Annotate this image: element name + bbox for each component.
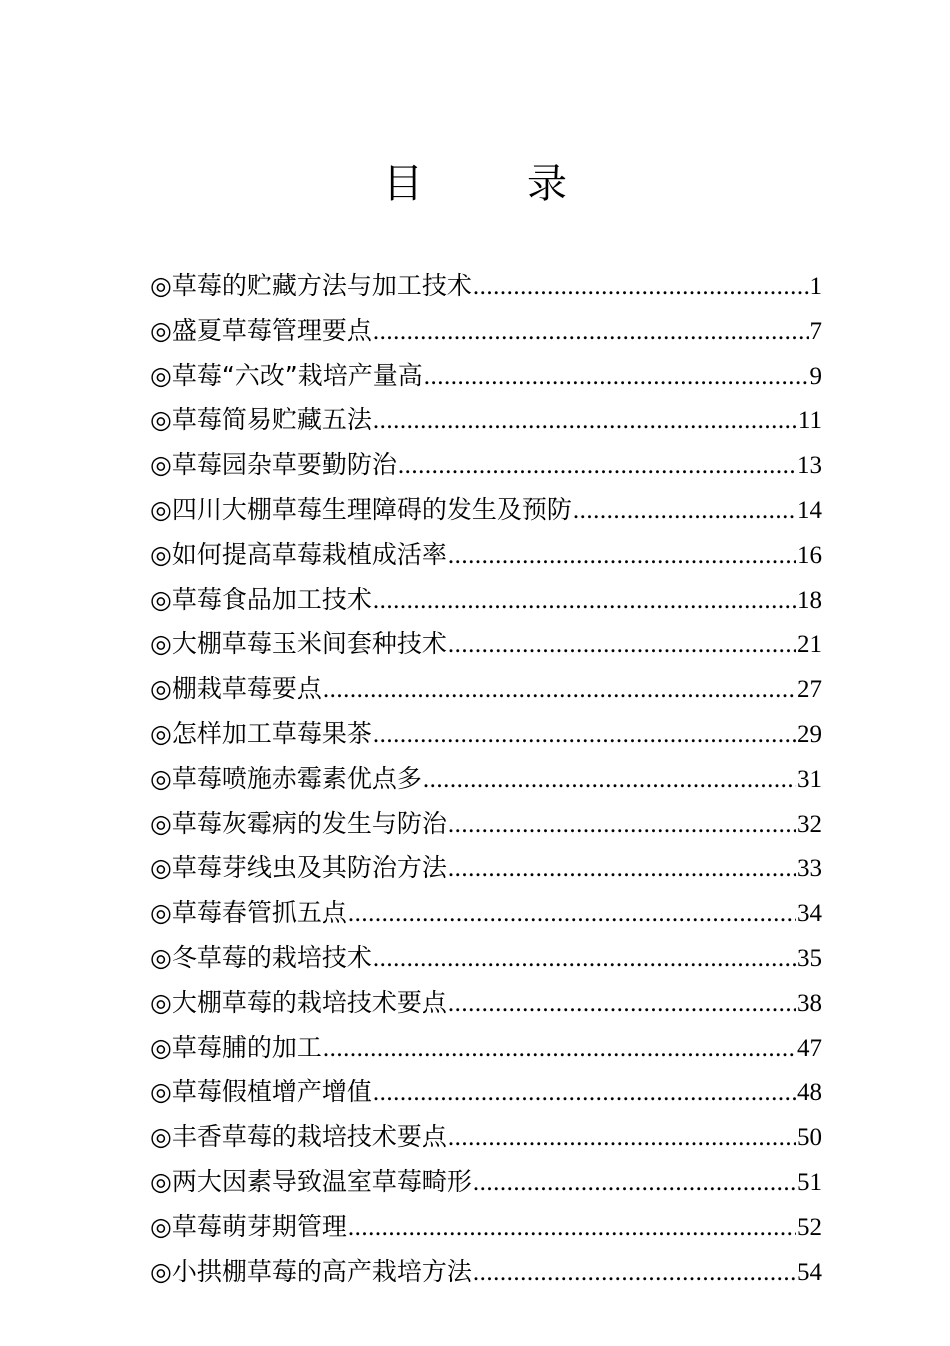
toc-entry[interactable] bbox=[150, 981, 822, 1026]
toc-page-number: 32 bbox=[797, 810, 822, 838]
toc-entry-title: ◎如何提高草莓栽植成活率 bbox=[150, 539, 447, 569]
toc-page-number: 1 bbox=[809, 273, 822, 300]
toc-page-number: 48 bbox=[797, 1079, 822, 1107]
table-of-contents bbox=[150, 264, 822, 1294]
toc-page-number: 9 bbox=[809, 362, 822, 390]
toc-entry-title: ◎大棚草莓的栽培技术要点 bbox=[150, 987, 447, 1017]
dot-leader bbox=[373, 399, 797, 444]
dot-leader bbox=[448, 803, 796, 848]
toc-entry[interactable] bbox=[150, 1026, 822, 1071]
toc-entry-title: ◎草莓“六改”栽培产量高 bbox=[150, 360, 423, 390]
toc-entry[interactable] bbox=[150, 354, 822, 399]
dot-leader bbox=[448, 623, 796, 668]
toc-entry-title: ◎草莓食品加工技术 bbox=[150, 584, 372, 614]
dot-leader bbox=[448, 534, 796, 579]
toc-page-number: 38 bbox=[797, 989, 822, 1017]
dot-leader bbox=[448, 982, 796, 1027]
toc-entry[interactable] bbox=[150, 1250, 822, 1295]
dot-leader bbox=[348, 1206, 796, 1251]
toc-page-number: 50 bbox=[797, 1124, 822, 1152]
toc-entry-title: ◎小拱棚草莓的高产栽培方法 bbox=[150, 1256, 472, 1286]
toc-entry-title: ◎丰香草莓的栽培技术要点 bbox=[150, 1122, 447, 1152]
toc-entry-title: ◎草莓灰霉病的发生与防治 bbox=[150, 808, 447, 838]
toc-entry-title: ◎四川大棚草莓生理障碍的发生及预防 bbox=[150, 494, 572, 524]
dot-leader bbox=[323, 1027, 796, 1072]
toc-page-number: 31 bbox=[797, 765, 822, 793]
toc-entry-title: ◎棚栽草莓要点 bbox=[150, 674, 322, 704]
toc-entry[interactable] bbox=[150, 936, 822, 981]
dot-leader bbox=[424, 355, 809, 400]
toc-entry[interactable] bbox=[150, 309, 822, 354]
dot-leader bbox=[448, 847, 796, 892]
toc-entry[interactable] bbox=[150, 578, 822, 623]
toc-entry[interactable] bbox=[150, 622, 822, 667]
toc-entry[interactable] bbox=[150, 846, 822, 891]
toc-page-number: 33 bbox=[797, 855, 822, 883]
toc-entry-title: ◎怎样加工草莓果茶 bbox=[150, 718, 372, 748]
dot-leader bbox=[573, 489, 796, 534]
toc-page-number: 7 bbox=[809, 317, 822, 345]
toc-entry-title: ◎草莓的贮藏方法与加工技术 bbox=[150, 271, 472, 300]
toc-page-number: 52 bbox=[797, 1213, 822, 1241]
toc-page-number: 34 bbox=[797, 900, 822, 928]
dot-leader bbox=[473, 265, 809, 310]
toc-entry-title: ◎草莓脯的加工 bbox=[150, 1032, 322, 1062]
dot-leader bbox=[373, 579, 796, 624]
toc-entry[interactable] bbox=[150, 488, 822, 533]
dot-leader bbox=[448, 1116, 796, 1161]
toc-page-number: 21 bbox=[797, 631, 822, 659]
toc-entry[interactable] bbox=[150, 264, 822, 309]
toc-entry-title: ◎草莓芽线虫及其防治方法 bbox=[150, 853, 447, 883]
toc-entry-title: ◎草莓假植增产增值 bbox=[150, 1077, 372, 1107]
toc-entry-title: ◎草莓简易贮藏五法 bbox=[150, 405, 372, 435]
dot-leader bbox=[373, 937, 796, 982]
toc-entry[interactable] bbox=[150, 891, 822, 936]
toc-entry[interactable] bbox=[150, 398, 822, 443]
dot-leader bbox=[323, 668, 796, 713]
toc-entry[interactable] bbox=[150, 802, 822, 847]
toc-entry-title: ◎草莓萌芽期管理 bbox=[150, 1211, 347, 1241]
dot-leader bbox=[423, 758, 796, 803]
dot-leader bbox=[373, 310, 809, 355]
dot-leader bbox=[373, 713, 796, 758]
dot-leader bbox=[398, 444, 796, 489]
dot-leader bbox=[373, 1071, 796, 1116]
toc-page-number: 35 bbox=[797, 944, 822, 972]
toc-page-number: 14 bbox=[797, 496, 822, 524]
dot-leader bbox=[473, 1161, 796, 1206]
toc-entry[interactable] bbox=[150, 533, 822, 578]
toc-entry[interactable] bbox=[150, 667, 822, 712]
toc-entry-title: ◎两大因素导致温室草莓畸形 bbox=[150, 1166, 472, 1196]
dot-leader bbox=[473, 1251, 796, 1296]
toc-page-number: 16 bbox=[797, 541, 822, 569]
toc-entry[interactable] bbox=[150, 1160, 822, 1205]
toc-entry-title: ◎盛夏草莓管理要点 bbox=[150, 315, 372, 345]
toc-page-number: 51 bbox=[797, 1168, 822, 1196]
toc-entry-title: ◎草莓喷施赤霉素优点多 bbox=[150, 763, 422, 793]
toc-entry[interactable] bbox=[150, 712, 822, 757]
toc-entry-title: ◎冬草莓的栽培技术 bbox=[150, 942, 372, 972]
toc-heading: 目 录 bbox=[383, 161, 599, 207]
toc-page-number: 11 bbox=[797, 407, 822, 435]
toc-entry[interactable] bbox=[150, 1115, 822, 1160]
toc-page-number: 18 bbox=[797, 586, 822, 614]
toc-entry-title: ◎草莓园杂草要勤防治 bbox=[150, 450, 397, 480]
toc-entry[interactable] bbox=[150, 1205, 822, 1250]
dot-leader bbox=[348, 892, 796, 937]
toc-page-number: 47 bbox=[797, 1034, 822, 1062]
toc-page-number: 54 bbox=[797, 1258, 822, 1286]
toc-entry[interactable] bbox=[150, 1070, 822, 1115]
toc-page-number: 29 bbox=[797, 720, 822, 748]
toc-page-number: 13 bbox=[797, 452, 822, 480]
toc-entry-title: ◎大棚草莓玉米间套种技术 bbox=[150, 629, 447, 659]
toc-entry-title: ◎草莓春管抓五点 bbox=[150, 898, 347, 928]
toc-entry[interactable] bbox=[150, 757, 822, 802]
toc-page-number: 27 bbox=[797, 676, 822, 704]
toc-entry[interactable] bbox=[150, 443, 822, 488]
